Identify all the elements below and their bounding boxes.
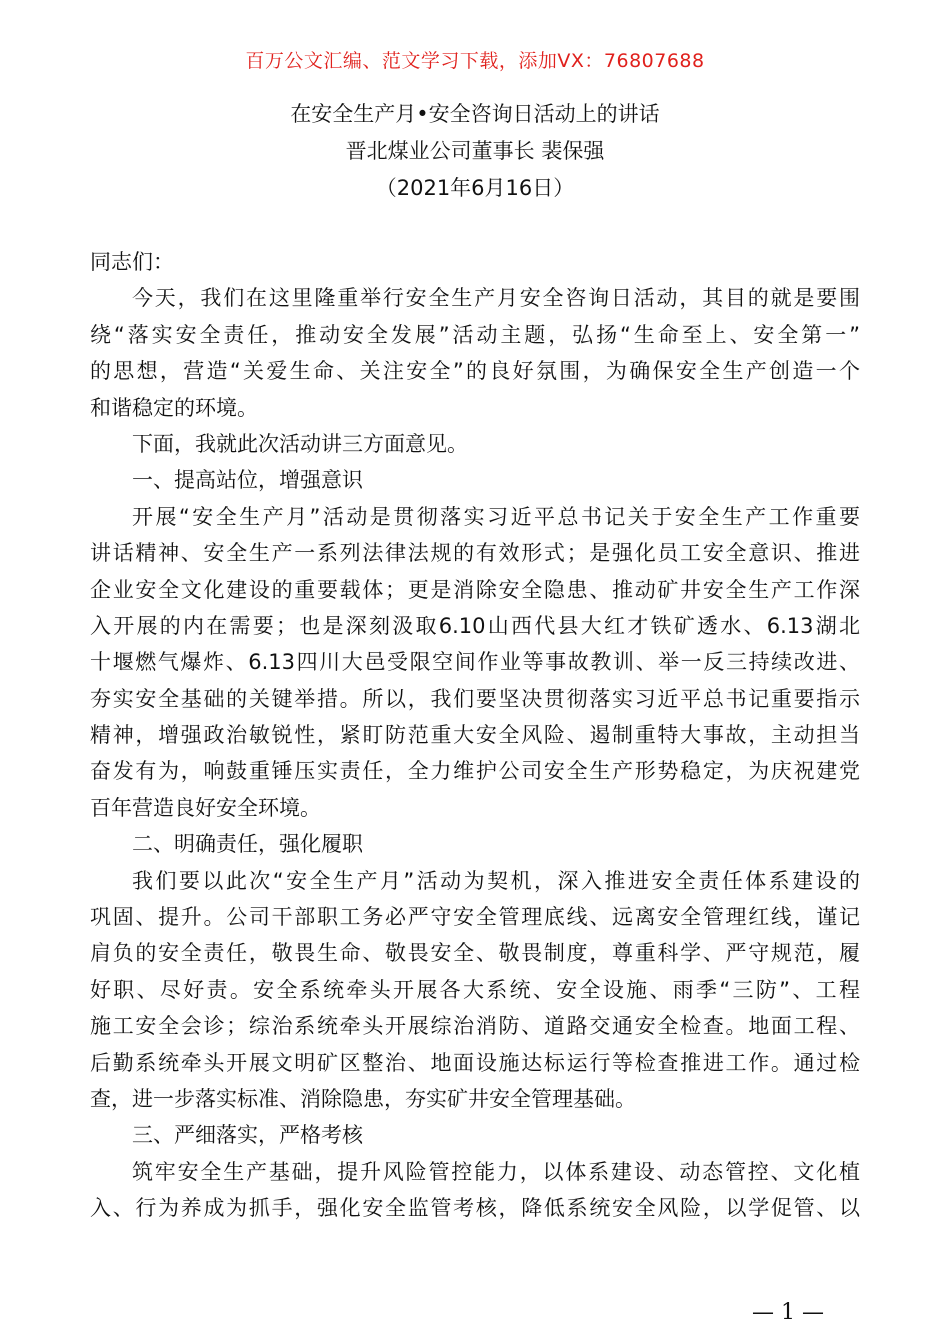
watermark-banner: 百万公文汇编、范文学习下载，添加VX：76807688 [245,50,705,72]
paragraph-line: 后勤系统牵头开展文明矿区整治、地面设施达标运行等检查推进工作。通过检 [90,1050,860,1075]
paragraph-line: 巩固、提升。公司干部职工务必严守安全管理底线、远离安全管理红线，谨记 [90,905,860,930]
paragraph-list [90,280,860,1226]
salutation: 同志们： [90,250,174,274]
paragraph-line: 肩负的安全责任，敬畏生命、敬畏安全、敬畏制度，尊重科学、严守规范，履 [90,941,860,966]
paragraph-line: 百年营造良好安全环境。 [90,795,321,820]
speech-title: 在安全生产月•安全咨询日活动上的讲话 [290,102,660,126]
paragraph [90,1117,860,1153]
paragraph-line: 施工安全会诊；综治系统牵头开展综治消防、道路交通安全检查。地面工程、 [90,1014,860,1039]
paragraph-line: 的思想，营造“关爱生命、关注安全”的良好氛围，为确保安全生产创造一个 [90,359,860,384]
paragraph-line: 绕“落实安全责任，推动安全发展”活动主题，弘扬“生命至上、安全第一” [90,322,860,347]
paragraph-line: 二、明确责任，强化履职 [132,832,363,857]
speech-date: （2021年6月16日） [375,176,575,200]
page-number: — 1 — [752,1300,824,1325]
paragraph-line: 我们要以此次“安全生产月”活动为契机，深入推进安全责任体系建设的 [132,868,860,893]
paragraph-line: 筑牢安全生产基础，提升风险管控能力，以体系建设、动态管控、文化植 [132,1159,860,1184]
paragraph-line: 开展“安全生产月”活动是贯彻落实习近平总书记关于安全生产工作重要 [132,504,860,529]
paragraph-line: 查，进一步落实标准、消除隐患，夯实矿井安全管理基础。 [90,1086,636,1111]
paragraph [90,826,860,862]
paragraph-line: 入、行为养成为抓手，强化安全监管考核，降低系统安全风险，以学促管、以 [90,1196,860,1221]
paragraph-line: 好职、尽好责。安全系统牵头开展各大系统、安全设施、雨季“三防”、工程 [90,977,860,1002]
paragraph [90,1154,860,1227]
paragraph-line: 三、严细落实，严格考核 [132,1123,363,1148]
paragraph-line: 奋发有为，响鼓重锤压实责任，全力维护公司安全生产形势稳定，为庆祝建党 [90,759,860,784]
paragraph-line: 十堰燃气爆炸、6.13四川大邑受限空间作业等事故教训、举一反三持续改进、 [90,650,860,675]
paragraph-line: 入开展的内在需要；也是深刻汲取6.10山西代县大红才铁矿透水、6.13湖北 [90,613,860,638]
paragraph [90,426,860,462]
paragraph [90,499,860,827]
speech-body [90,244,860,1227]
paragraph [90,280,860,426]
paragraph-line: 精神，增强政治敏锐性，紧盯防范重大安全风险、遏制重特大事故，主动担当 [90,723,860,748]
paragraph-line: 企业安全文化建设的重要载体；更是消除安全隐患、推动矿井安全生产工作深 [90,577,860,602]
paragraph-line: 夯实安全基础的关键举措。所以，我们要坚决贯彻落实习近平总书记重要指示 [90,686,860,711]
paragraph [90,863,860,1118]
speaker-line: 晋北煤业公司董事长 裴保强 [345,139,605,163]
paragraph-line: 今天，我们在这里隆重举行安全生产月安全咨询日活动，其目的就是要围 [132,286,860,311]
paragraph [90,462,860,498]
paragraph-line: 讲话精神、安全生产一系列法律法规的有效形式；是强化员工安全意识、推进 [90,541,860,566]
paragraph-line: 和谐稳定的环境。 [90,395,258,420]
paragraph-line: 一、提高站位，增强意识 [132,468,363,493]
title-block [0,96,950,207]
paragraph-line: 下面，我就此次活动讲三方面意见。 [132,431,468,456]
